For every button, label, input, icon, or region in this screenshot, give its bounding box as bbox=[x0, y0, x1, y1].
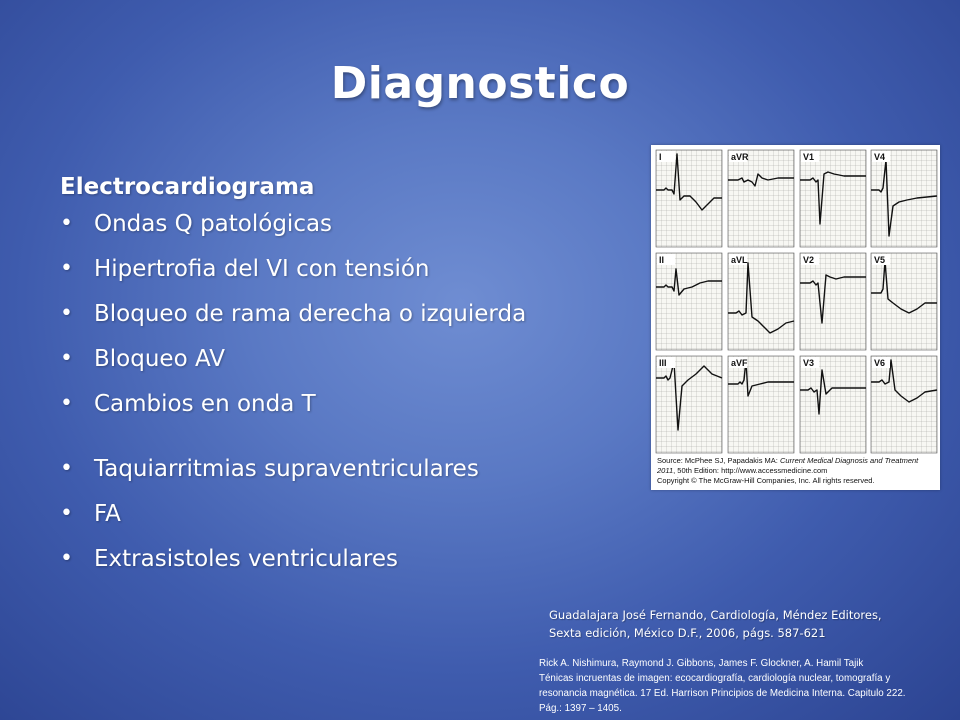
ecg-lead-label: V6 bbox=[874, 358, 886, 368]
ecg-lead-panel bbox=[728, 356, 794, 453]
bullet-item: • Bloqueo de rama derecha o izquierda bbox=[60, 299, 660, 329]
ecg-panel-grid bbox=[656, 150, 722, 247]
ecg-lead-label: V1 bbox=[803, 152, 815, 162]
section-heading: Electrocardiograma bbox=[60, 174, 315, 200]
ecg-lead-panel bbox=[656, 150, 722, 247]
bullet-item: • Hipertrofia del VI con tensión bbox=[60, 254, 660, 284]
ecg-lead-label: aVL bbox=[731, 255, 748, 265]
ecg-panel-grid bbox=[728, 253, 794, 350]
ecg-lead-label: I bbox=[659, 152, 662, 162]
ecg-panel-grid bbox=[656, 253, 722, 350]
ecg-lead-panel bbox=[800, 253, 866, 350]
ecg-panel-grid bbox=[800, 253, 866, 350]
bullet-item: • FA bbox=[60, 499, 660, 529]
ecg-caption bbox=[657, 456, 937, 486]
reference-line: Sexta edición, México D.F., 2006, págs. 587-621 bbox=[549, 626, 826, 640]
ecg-panel-grid bbox=[800, 150, 866, 247]
ecg-lead-panel bbox=[800, 356, 866, 453]
bullet-item: • Ondas Q patológicas bbox=[60, 209, 660, 239]
content-area bbox=[60, 172, 660, 589]
bullet-item: • Cambios en onda T bbox=[60, 389, 660, 419]
reference-cardiologia bbox=[549, 606, 949, 642]
ecg-panel-grid bbox=[871, 253, 937, 350]
bullet-item: • Taquiarritmias supraventriculares bbox=[60, 454, 660, 484]
ecg-lead-panel bbox=[871, 253, 937, 350]
ecg-lead-label: III bbox=[659, 358, 667, 368]
ecg-lead-label: V4 bbox=[874, 152, 886, 162]
caption-source-suffix: , 50th Edition: http://www.accessmedicine.com bbox=[673, 466, 828, 475]
ecg-tracings bbox=[651, 145, 940, 455]
ecg-figure bbox=[651, 145, 940, 490]
bullet-item: • Bloqueo AV bbox=[60, 344, 660, 374]
ecg-lead-label: aVF bbox=[731, 358, 748, 368]
ecg-lead-panel bbox=[871, 356, 937, 453]
reference-line: Ténicas incruentas de imagen: ecocardiografía, cardiología nuclear, tomografía y bbox=[539, 673, 891, 684]
caption-source-prefix: Source: McPhee SJ, Papadakis MA: bbox=[657, 456, 780, 465]
ecg-lead-panel bbox=[871, 150, 937, 247]
ecg-panel-grid bbox=[728, 356, 794, 453]
ecg-lead-label: V5 bbox=[874, 255, 886, 265]
ecg-source-line bbox=[657, 456, 937, 476]
ecg-lead-panel bbox=[728, 253, 794, 350]
bullet-item: • Extrasistoles ventriculares bbox=[60, 544, 660, 574]
ecg-panel-grid bbox=[656, 356, 722, 453]
caption-source-title: Current Medical Diagnosis and Treatment 2011 bbox=[657, 456, 919, 475]
ecg-lead-label: aVR bbox=[731, 152, 749, 162]
reference-line: resonancia magnética. 17 Ed. Harrison Principios de Medicina Interna. Capitulo 222. bbox=[539, 688, 906, 699]
ecg-copyright-line: Copyright © The McGraw-Hill Companies, Inc. All rights reserved. bbox=[657, 476, 875, 485]
reference-line: Pág.: 1397 – 1405. bbox=[539, 703, 622, 714]
ecg-lead-panel bbox=[800, 150, 866, 247]
bullet-list bbox=[60, 209, 660, 574]
reference-harrison bbox=[539, 656, 954, 716]
ecg-lead-panel bbox=[728, 150, 794, 247]
ecg-panel-grid bbox=[800, 356, 866, 453]
reference-line: Rick A. Nishimura, Raymond J. Gibbons, James F. Glockner, A. Hamil Tajik bbox=[539, 658, 864, 669]
ecg-panel-grid bbox=[871, 356, 937, 453]
ecg-lead-panel bbox=[656, 356, 722, 453]
slide-title: Diagnostico bbox=[330, 58, 630, 109]
ecg-panel-grid bbox=[871, 150, 937, 247]
reference-line: Guadalajara José Fernando, Cardiología, Méndez Editores, bbox=[549, 608, 882, 622]
ecg-panel-grid bbox=[728, 150, 794, 247]
ecg-lead-label: V3 bbox=[803, 358, 815, 368]
ecg-lead-label: V2 bbox=[803, 255, 815, 265]
ecg-lead-panel bbox=[656, 253, 722, 350]
ecg-lead-label: II bbox=[659, 255, 665, 265]
